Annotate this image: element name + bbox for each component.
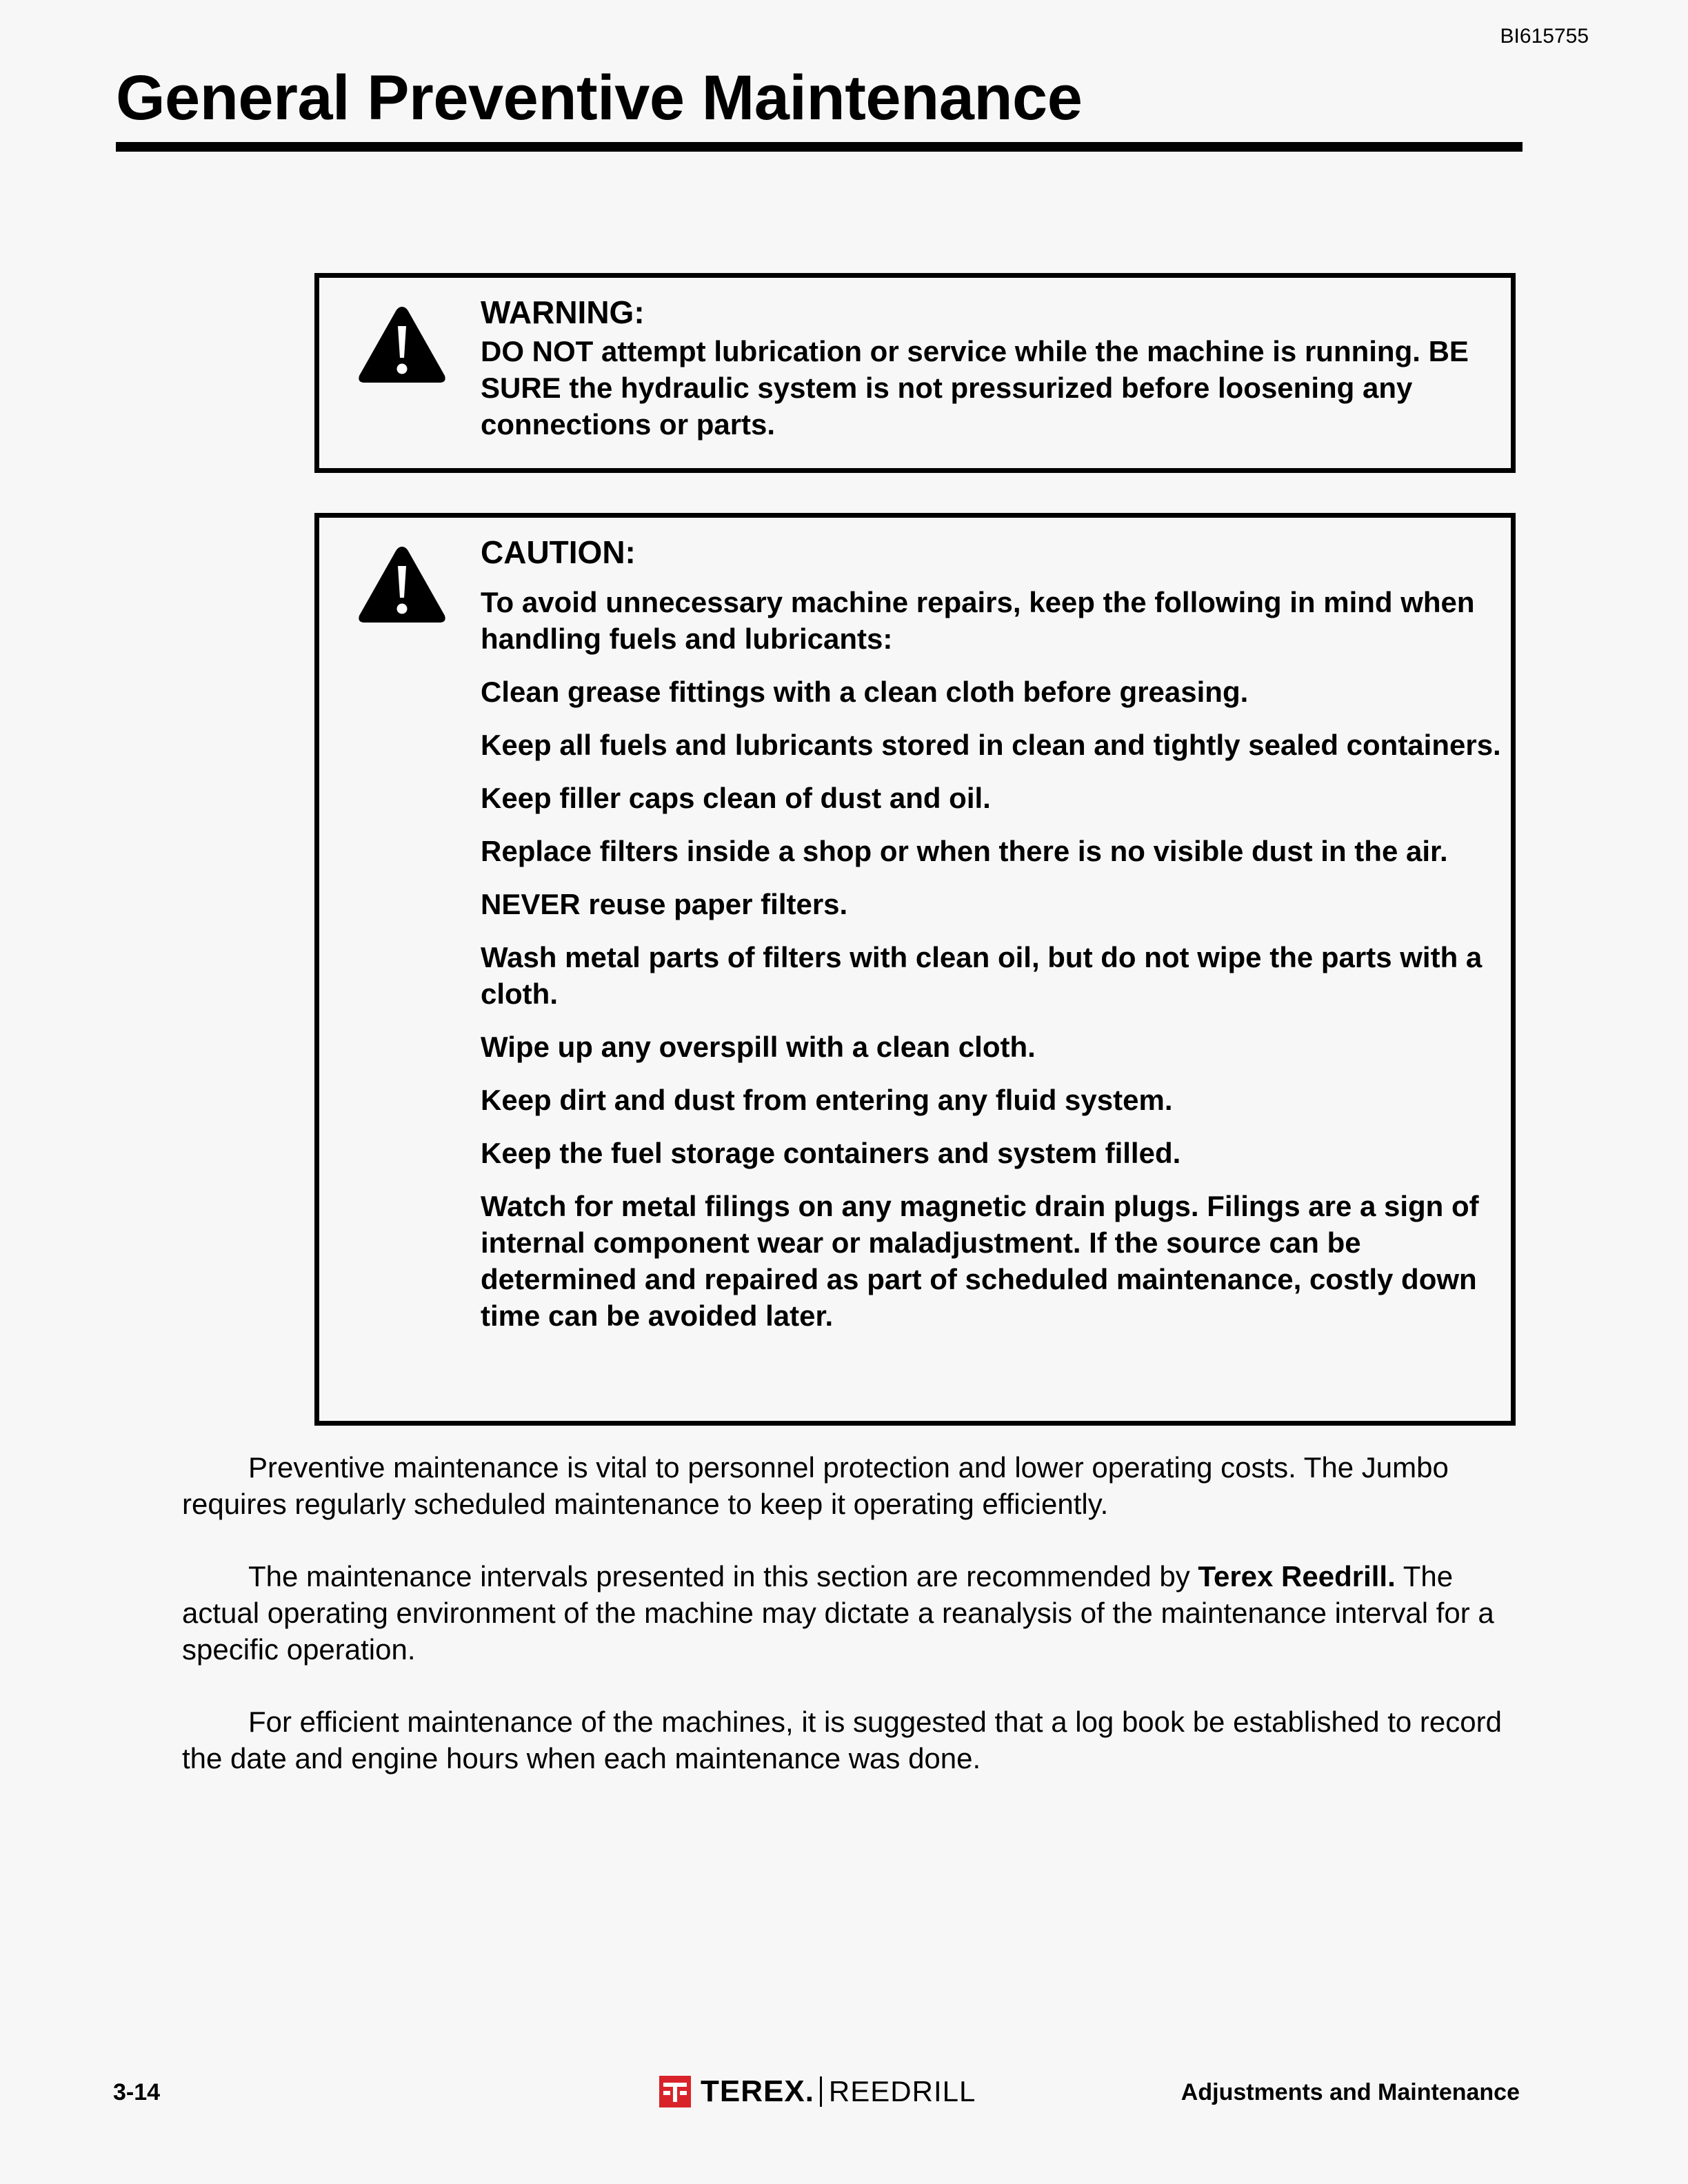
caution-item: Wipe up any overspill with a clean cloth.	[481, 1031, 1036, 1063]
caution-heading: CAUTION:	[481, 534, 636, 570]
body-paragraph-text: The maintenance intervals presented in this section are recommended by	[248, 1560, 1198, 1593]
body-paragraph-text: The actual operating environment of the machine may dictate a reanalysis of the maintenance interval for a specific operation.	[182, 1560, 1494, 1666]
title-rule	[116, 142, 1523, 152]
footer-section-title: Adjustments and Maintenance	[1180, 2079, 1520, 2105]
logo-separator	[820, 2076, 822, 2107]
body-paragraph	[182, 1558, 1523, 1668]
caution-item: Replace filters inside a shop or when there is no visible dust in the air.	[481, 835, 1448, 867]
company-name: Terex Reedrill.	[1198, 1560, 1396, 1593]
caution-item: Wash metal parts of filters with clean oil, but do not wipe the parts with a cloth.	[481, 941, 1483, 1010]
warning-triangle-icon	[356, 544, 448, 625]
terex-logo-mark-icon	[659, 2076, 691, 2107]
body-text	[182, 1449, 1523, 1812]
warning-content	[481, 293, 1504, 443]
caution-content	[481, 533, 1504, 1351]
footer-page-number: 3-14	[113, 2079, 161, 2105]
caution-item: Watch for metal filings on any magnetic drain plugs. Filings are a sign of internal component wear or maladjustment. If the source can be determined and repaired as part of scheduled maintenance, costly down time can be avoided later.	[481, 1190, 1479, 1332]
caution-item: Keep all fuels and lubricants stored in clean and tightly sealed containers.	[481, 729, 1501, 761]
warning-triangle-icon	[356, 304, 448, 385]
warning-heading: WARNING:	[481, 294, 645, 330]
warning-box	[314, 273, 1516, 473]
logo-terex-text: TEREX.	[701, 2074, 814, 2108]
caution-item: Keep dirt and dust from entering any fluid system.	[481, 1084, 1173, 1116]
caution-item: Clean grease fittings with a clean cloth before greasing.	[481, 676, 1249, 708]
footer-logo	[659, 2074, 976, 2110]
caution-item: Keep the fuel storage containers and system filled.	[481, 1137, 1181, 1169]
logo-reedrill-text: REEDRILL	[828, 2075, 976, 2107]
caution-item: NEVER reuse paper filters.	[481, 888, 848, 920]
document-id: BI615755	[1500, 25, 1589, 48]
body-paragraph: For efficient maintenance of the machines, it is suggested that a log book be established to record the date and engine hours when each maintenance was done.	[182, 1706, 1502, 1775]
caution-item: To avoid unnecessary machine repairs, keep the following in mind when handling fuels and lubricants:	[481, 586, 1475, 655]
caution-box	[314, 513, 1516, 1426]
page-title: General Preventive Maintenance	[116, 63, 1083, 133]
warning-text: DO NOT attempt lubrication or service while the machine is running. BE SURE the hydraulic system is not pressurized before loosening any connections or parts.	[481, 335, 1469, 441]
body-paragraph: Preventive maintenance is vital to personnel protection and lower operating costs. The Jumbo requires regularly scheduled maintenance to keep it operating efficiently.	[182, 1451, 1449, 1520]
caution-item: Keep filler caps clean of dust and oil.	[481, 782, 991, 814]
